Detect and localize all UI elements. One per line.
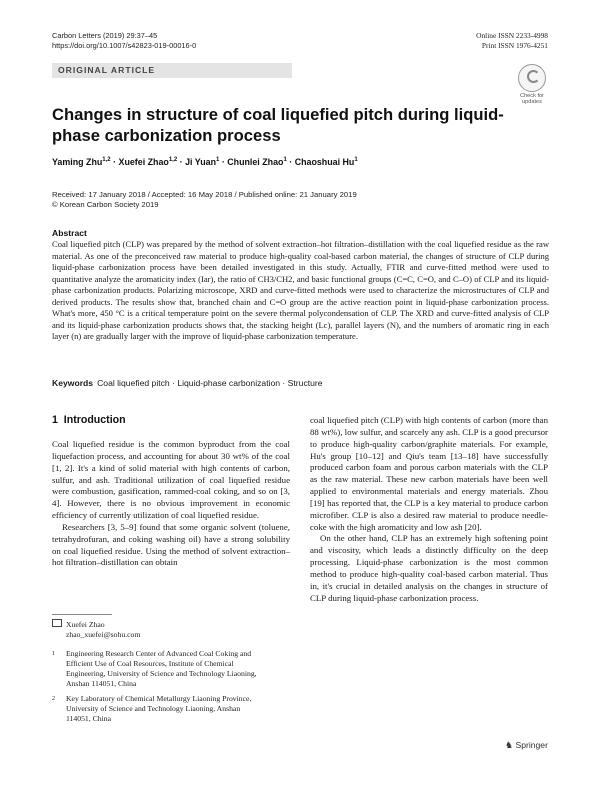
corresponding-email[interactable]: zhao_xuefei@sohu.com (66, 630, 141, 639)
author-separator: · (179, 157, 186, 167)
corresponding-name: Xuefei Zhao (66, 620, 105, 629)
author-affiliation: 1 (216, 157, 220, 164)
paragraph: Coal liquefied residue is the common byproduct from the coal liquefaction process, and accounting for about 30 wt% of the coal [1, 2]. It's a kind of solid material with high contents of carbon, sulfur, and ash. Traditional utilization of coal liquefied residue were combustion, gasification, rammed-coal coking, and so on [3, 4]. However, there is no obvious improvement in economic efficiency of currently utilization of coal liquefied residue. (52, 439, 290, 521)
affiliation-text: Key Laboratory of Chemical Metallurgy Liaoning Province, University of Science and Technology Liaoning, Anshan 114051, China (66, 694, 252, 723)
paragraph: Researchers [3, 5–9] found that some organic solvent (toluene, tetrahydrofuran, and coking washing oil) have a strong solubility on coal liquefied residue. Using the method of solvent extraction–hot filtration–distillation can obtain (52, 521, 290, 568)
article-type-band: ORIGINAL ARTICLE (52, 63, 292, 78)
author-name[interactable]: Yaming Zhu (52, 157, 103, 167)
footnote-divider (52, 614, 112, 615)
copyright-line: © Korean Carbon Society 2019 (52, 200, 159, 209)
author-affiliation: 1 (283, 157, 287, 164)
left-column (52, 439, 290, 569)
doi-link[interactable]: https://doi.org/10.1007/s42823-019-00016-0 (52, 41, 197, 50)
envelope-icon (52, 619, 62, 627)
author-affiliation: 1,2 (168, 157, 178, 164)
article-title: Changes in structure of coal liquefied pitch during liquid-phase carbonization process (52, 105, 504, 145)
check-for-updates-badge[interactable] (514, 64, 550, 106)
affiliation-1 (52, 649, 272, 689)
publisher-name: Springer (515, 740, 548, 750)
history-dates: Received: 17 January 2018 / Accepted: 16 May 2018 / Published online: 21 January 2019 (52, 190, 357, 199)
section-title: Introduction (63, 414, 126, 426)
abstract-heading: Abstract (52, 228, 87, 238)
check-for-updates-label: Check for (520, 93, 544, 99)
issn-block (476, 31, 548, 51)
publication-dates (52, 190, 357, 210)
author-affiliation: 1,2 (102, 157, 111, 164)
right-column (310, 415, 548, 605)
print-issn: Print ISSN 1976-4251 (481, 41, 548, 50)
journal-name: Carbon Letters (2019) 29:37–45 (52, 31, 158, 40)
author-name[interactable]: Chaoshuai Hu (294, 157, 355, 167)
abstract-text: Coal liquefied pitch (CLP) was prepared by the method of solvent extraction–hot filtration–distillation with the coal liquefied residue as the raw material. As one of the preconceived raw material to produce high-quality coal-based carbon material, the changes of structure of CLP during liquid-phase carbonization process have been detailed investigated in this study. Actually, FTIR and curve-fitted method were used to quantitative analyze the aromaticity index (Iar), the ratio of CH3/CH2, and basic functional groups (C=C, C=O, and C–O) of CLP and its liquid-phase carbonization products. Polarizing microscope, XRD and curve-fitted methods were used to characterize the microstructures of CLP and derived products. The results show that, branched chain and C=O group are the active reaction point in liquid-phase carbonization process. What's more, 450 °C is a critical temperature point on the severe thermal polycondensation of CLP. The XRD and curve-fitted analysis of CLP and its liquid-phase carbonization products shows that, the stacking height (Lc), parallel layers (N), and the numbers of aromatic ring in each layer (n) are gradually larger with the improve of liquid-phase carbonization temperature. (52, 239, 549, 341)
springer-horse-icon: ♞ (505, 740, 514, 750)
author-name[interactable]: Xuefei Zhao (118, 157, 169, 167)
author-name[interactable]: Ji Yuan (185, 157, 216, 167)
affiliation-2 (52, 694, 252, 724)
keywords-text: Coal liquefied pitch · Liquid-phase carbonization · Structure (97, 378, 323, 388)
affiliation-text: Engineering Research Center of Advanced Coal Coking and Efficient Use of Coal Resources, Institute of Chemical Engineering, University of Science and Technology Liaoning, Anshan 114051, China (66, 649, 257, 688)
section-number: 1 (52, 414, 58, 426)
paragraph: coal liquefied pitch (CLP) with high contents of carbon (more than 88 wt%), low sulfur, and scarcely any ash. CLP is a good precursor to produce high-quality carbon/graphite materials. For example, Hu's group [10–12] and Qiu's team [13–18] have successfully produced carbon foam and porous carbon materials with the CLP as the raw material. These new carbon materials have been well applied to environmental materials and energy materials. Zhou [19] has reported that, the CLP is a key material to produce carbon microfiber. CLP is also a desired raw material to produce needle-coke with the high aromaticity and low ash [20]. (310, 415, 548, 532)
author-list (52, 157, 552, 167)
online-issn: Online ISSN 2233-4998 (476, 31, 548, 40)
keywords (52, 378, 323, 388)
corresponding-author (52, 619, 140, 640)
paragraph: On the other hand, CLP has an extremely high softening point and viscosity, which leads a distinctly difficulty on the deep processing. Liquid-phase carbonization is the most common method to produce high-quality coal-based carbon material. Thus in, it's crucial in detailed analysis on the changes in structure of CLP during liquid-phase carbonization process. (310, 533, 548, 603)
author-affiliation: 1 (354, 157, 358, 164)
keywords-label: Keywords (52, 378, 94, 388)
check-for-updates-label-2: updates (522, 99, 542, 106)
section-heading (52, 414, 126, 426)
affiliation-number: 1 (52, 651, 55, 657)
publisher-logo (505, 740, 548, 751)
author-separator: · (221, 157, 228, 167)
author-name[interactable]: Chunlei Zhao (227, 157, 284, 167)
affiliation-number: 2 (52, 696, 55, 702)
check-for-updates-icon (518, 64, 546, 92)
journal-citation (52, 31, 196, 51)
author-separator: · (289, 157, 295, 167)
author-separator: · (113, 157, 119, 167)
